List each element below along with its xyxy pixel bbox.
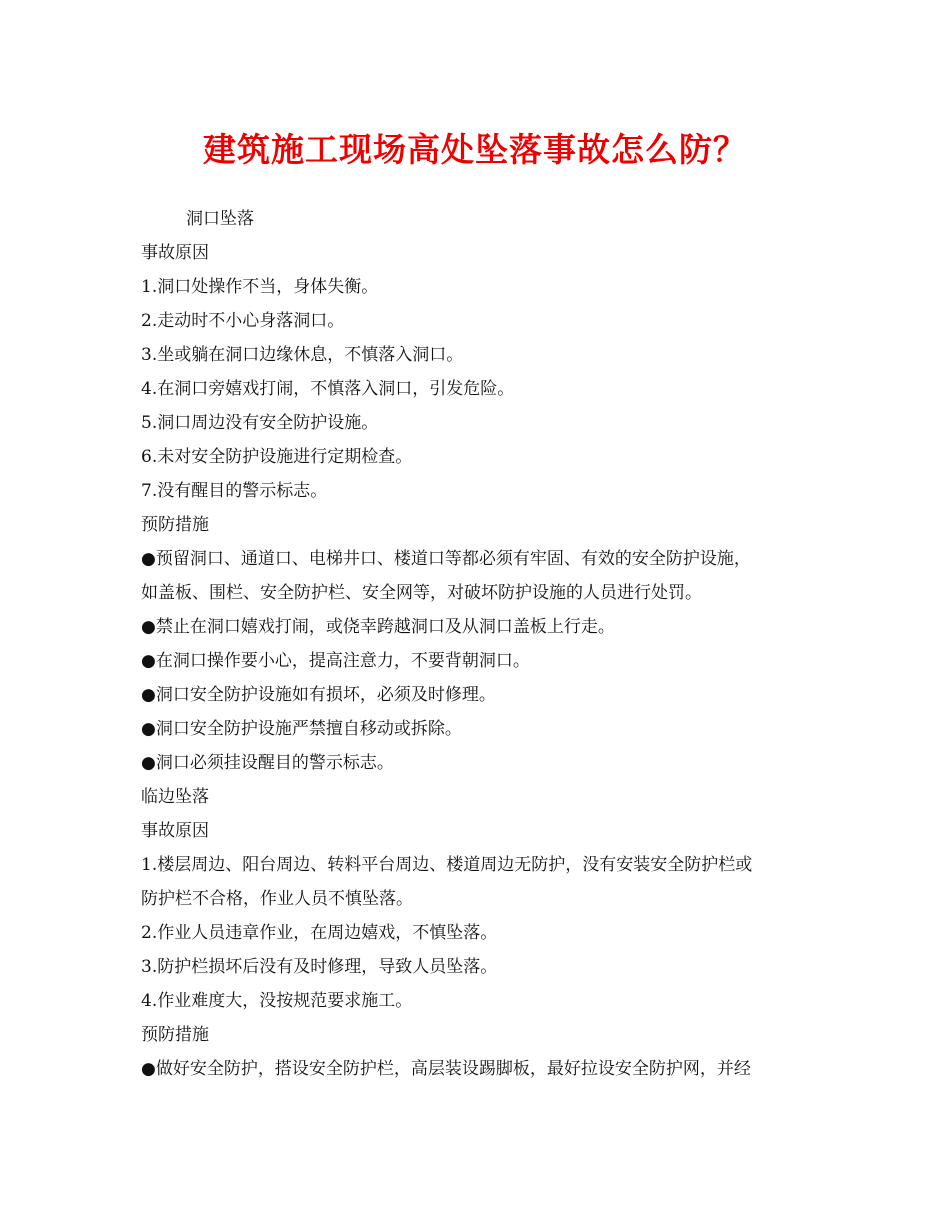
numbered-item: 4.作业难度大，没按规范要求施工。 bbox=[141, 991, 413, 1011]
bullet-item: ●在洞口操作要小心，提高注意力，不要背朝洞口。 bbox=[141, 651, 530, 671]
numbered-item: 6.未对安全防护设施进行定期检查。 bbox=[141, 447, 413, 467]
section-heading: 洞口坠落 bbox=[186, 209, 254, 229]
section-heading: 临边坠落 bbox=[141, 787, 209, 807]
numbered-item-continuation: 防护栏不合格，作业人员不慎坠落。 bbox=[141, 889, 413, 909]
document-title: 建筑施工现场高处坠落事故怎么防？ bbox=[203, 130, 747, 169]
numbered-item: 2.走动时不小心身落洞口。 bbox=[141, 311, 345, 331]
numbered-item: 3.防护栏损坏后没有及时修理，导致人员坠落。 bbox=[141, 957, 498, 977]
bullet-item: ●洞口必须挂设醒目的警示标志。 bbox=[141, 753, 394, 773]
numbered-item: 7.没有醒目的警示标志。 bbox=[141, 481, 328, 501]
bullet-item-continuation: 如盖板、围栏、安全防护栏、安全网等，对破坏防护设施的人员进行处罚。 bbox=[141, 583, 702, 603]
subheading: 预防措施 bbox=[141, 1025, 209, 1045]
numbered-item: 3.坐或躺在洞口边缘休息，不慎落入洞口。 bbox=[141, 345, 464, 365]
bullet-item: ●做好安全防护，搭设安全防护栏，高层装设踢脚板，最好拉设安全防护网，并经 bbox=[141, 1059, 751, 1079]
numbered-item: 1.洞口处操作不当，身体失衡。 bbox=[141, 277, 379, 297]
numbered-item: 4.在洞口旁嬉戏打闹，不慎落入洞口，引发危险。 bbox=[141, 379, 515, 399]
subheading: 预防措施 bbox=[141, 515, 209, 535]
subheading: 事故原因 bbox=[141, 243, 209, 263]
bullet-item: ●洞口安全防护设施严禁擅自移动或拆除。 bbox=[141, 719, 462, 739]
numbered-item: 5.洞口周边没有安全防护设施。 bbox=[141, 413, 379, 433]
bullet-item: ●禁止在洞口嬉戏打闹，或侥幸跨越洞口及从洞口盖板上行走。 bbox=[141, 617, 615, 637]
numbered-item: 1.楼层周边、阳台周边、转料平台周边、楼道周边无防护，没有安装安全防护栏或 bbox=[141, 855, 753, 875]
bullet-item: ●洞口安全防护设施如有损坏，必须及时修理。 bbox=[141, 685, 496, 705]
bullet-item: ●预留洞口、通道口、电梯井口、楼道口等都必须有牢固、有效的安全防护设施， bbox=[141, 549, 751, 569]
document-body bbox=[141, 202, 821, 1086]
numbered-item: 2.作业人员违章作业，在周边嬉戏，不慎坠落。 bbox=[141, 923, 498, 943]
subheading: 事故原因 bbox=[141, 821, 209, 841]
